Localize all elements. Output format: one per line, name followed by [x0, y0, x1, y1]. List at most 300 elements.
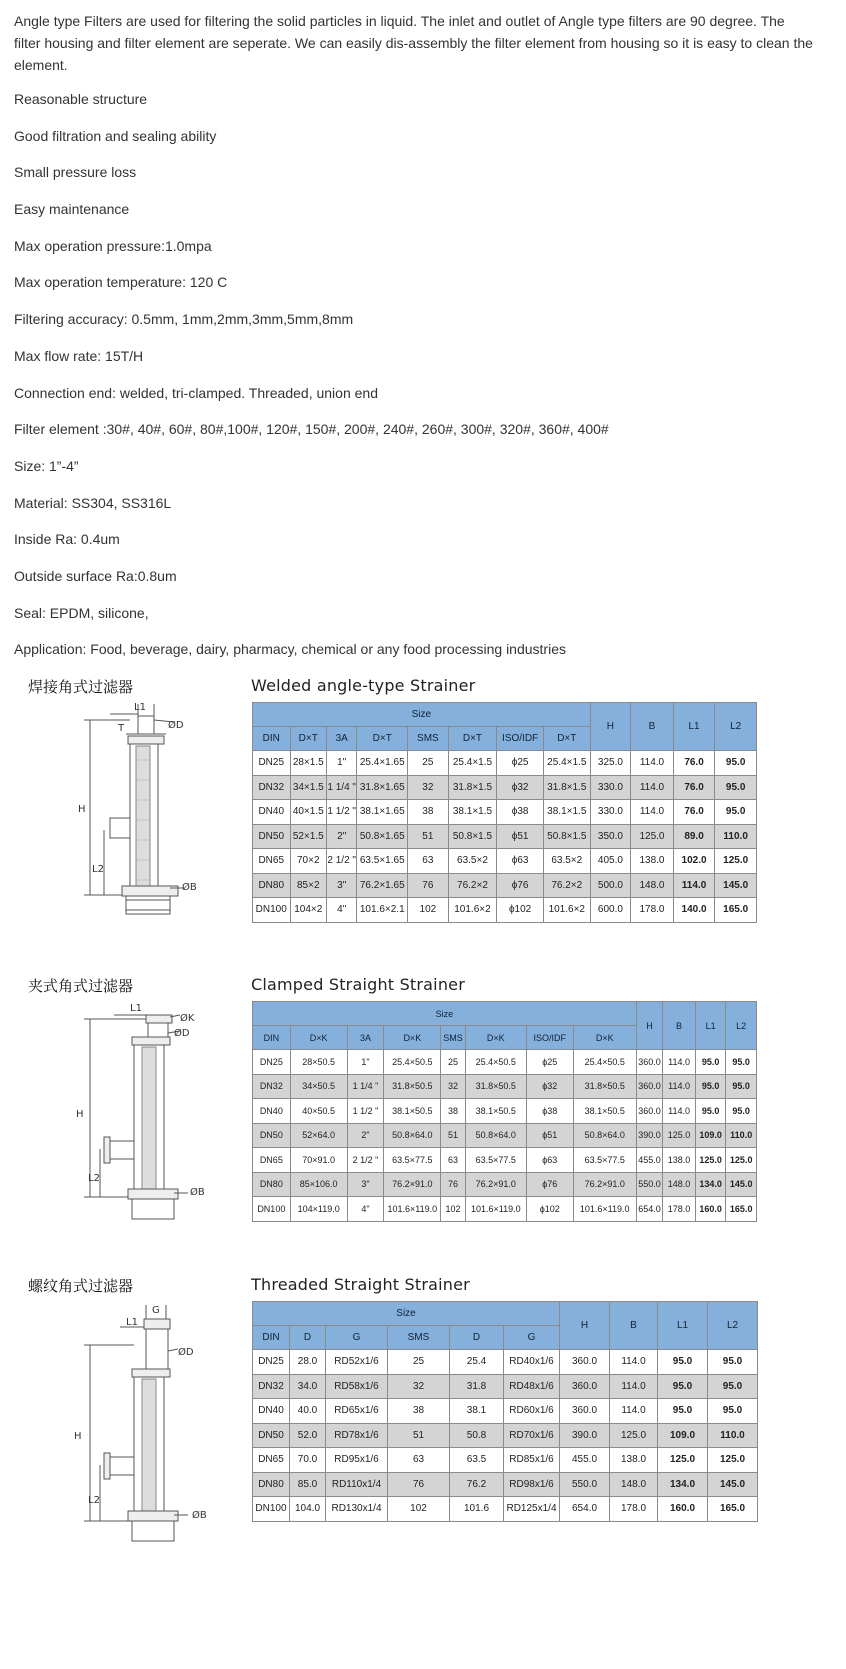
table-cell: ϕ51: [497, 824, 544, 849]
table-cell: 63.5×77.5: [573, 1148, 636, 1173]
feature-list: [14, 91, 814, 678]
welded-en-title: Welded angle-type Strainer: [251, 676, 476, 695]
table-cell: 28.0: [290, 1350, 326, 1375]
table-cell: DN80: [253, 873, 291, 898]
column-header: 3A: [347, 1026, 384, 1050]
welded-cn-title: 焊接角式过滤器: [28, 678, 134, 696]
table-cell: ϕ32: [526, 1074, 573, 1099]
feature-item: Max operation pressure:1.0mpa: [14, 237, 212, 254]
table-cell: 455.0: [636, 1148, 662, 1173]
table-cell: 63: [441, 1148, 465, 1173]
table-row: [253, 849, 757, 874]
table-row: [253, 1148, 757, 1173]
table-cell: 52×64.0: [290, 1123, 347, 1148]
clamped-h-label: H: [76, 1109, 84, 1120]
table-cell: 110.0: [708, 1423, 758, 1448]
table-row: [253, 1448, 758, 1473]
column-header: D×T: [543, 727, 590, 751]
table-cell: ϕ38: [526, 1099, 573, 1124]
welded-t-label: T: [118, 723, 125, 734]
threaded-h-label: H: [74, 1431, 82, 1442]
table-cell: 1 1/4 ": [327, 775, 357, 800]
table-cell: ϕ63: [526, 1148, 573, 1173]
table-cell: ϕ32: [497, 775, 544, 800]
table-cell: 70×91.0: [290, 1148, 347, 1173]
intro-paragraph: [14, 10, 814, 76]
table-cell: 104.0: [290, 1497, 326, 1522]
welded-section: [0, 676, 846, 936]
table-cell: 2": [347, 1123, 384, 1148]
table-row: [253, 824, 757, 849]
table-row: [253, 1197, 757, 1222]
table-cell: 50.8×1.5: [543, 824, 590, 849]
table-cell: 38.1×50.5: [384, 1099, 441, 1124]
table-cell: 125.0: [715, 849, 757, 874]
clamped-od-label: ØD: [174, 1028, 190, 1039]
table-cell: 1": [347, 1050, 384, 1075]
table-cell: 125.0: [695, 1148, 726, 1173]
table-cell: 125.0: [726, 1148, 757, 1173]
column-header: DIN: [253, 1326, 290, 1350]
table-cell: 63.5×2: [448, 849, 497, 874]
table-cell: RD98x1/6: [504, 1472, 560, 1497]
table-cell: 160.0: [658, 1497, 708, 1522]
table-cell: 360.0: [636, 1074, 662, 1099]
column-header: ISO/IDF: [526, 1026, 573, 1050]
column-header: B: [663, 1002, 696, 1050]
table-cell: 110.0: [726, 1123, 757, 1148]
table-cell: 125.0: [663, 1123, 696, 1148]
column-header: H: [560, 1302, 610, 1350]
size-header: Size: [253, 703, 591, 727]
table-cell: 125.0: [610, 1423, 658, 1448]
table-cell: 70.0: [290, 1448, 326, 1473]
table-cell: 40×1.5: [290, 800, 327, 825]
clamped-spec-table: [252, 1001, 757, 1222]
feature-item: Reasonable structure: [14, 91, 148, 107]
clamped-l1-label: L1: [130, 1003, 142, 1014]
column-header: D: [290, 1326, 326, 1350]
feature-item: Small pressure loss: [14, 164, 137, 181]
table-cell: 101.6×2.1: [357, 898, 408, 923]
table-cell: 138.0: [610, 1448, 658, 1473]
table-cell: DN100: [253, 1197, 291, 1222]
threaded-od-label: ØD: [178, 1347, 194, 1358]
table-cell: 102: [408, 898, 449, 923]
table-cell: DN65: [253, 849, 291, 874]
table-cell: RD78x1/6: [326, 1423, 388, 1448]
table-cell: 165.0: [715, 898, 757, 923]
table-cell: 95.0: [708, 1374, 758, 1399]
table-cell: 95.0: [695, 1050, 726, 1075]
table-cell: 31.8×1.5: [543, 775, 590, 800]
table-cell: 3": [347, 1172, 384, 1197]
table-cell: 85×106.0: [290, 1172, 347, 1197]
table-cell: 114.0: [610, 1374, 658, 1399]
table-cell: 28×50.5: [290, 1050, 347, 1075]
column-header: D×K: [384, 1026, 441, 1050]
table-cell: ϕ38: [497, 800, 544, 825]
table-cell: 95.0: [658, 1374, 708, 1399]
column-header: L1: [695, 1002, 726, 1050]
table-cell: 145.0: [708, 1472, 758, 1497]
threaded-strainer-diagram: [70, 1299, 220, 1549]
table-cell: 178.0: [631, 898, 674, 923]
table-cell: 1 1/2 ": [327, 800, 357, 825]
table-cell: 76.2×2: [448, 873, 497, 898]
table-cell: 405.0: [590, 849, 631, 874]
table-cell: 85×2: [290, 873, 327, 898]
table-cell: 455.0: [560, 1448, 610, 1473]
clamped-en-title: Clamped Straight Strainer: [251, 975, 465, 994]
table-cell: 654.0: [560, 1497, 610, 1522]
column-header: L2: [715, 703, 757, 751]
table-cell: 138.0: [631, 849, 674, 874]
threaded-en-title: Threaded Straight Strainer: [251, 1275, 470, 1294]
intro-text: Angle type Filters are used for filtering the solid particles in liquid. The inlet and outlet of Angle type filters are 90 degree. The filter housing and filter element are seperate. We can easily dis-assembly the filter element from housing so it is easy to clean the element.: [14, 13, 813, 73]
table-cell: 25.4×1.65: [357, 751, 408, 776]
table-row: [253, 1123, 757, 1148]
table-cell: DN32: [253, 1074, 291, 1099]
column-header: D×K: [290, 1026, 347, 1050]
clamped-ok-label: ØK: [180, 1013, 195, 1024]
table-cell: 38.1×1.65: [357, 800, 408, 825]
table-cell: DN25: [253, 751, 291, 776]
table-cell: 104×119.0: [290, 1197, 347, 1222]
column-header: D×K: [573, 1026, 636, 1050]
table-cell: 114.0: [663, 1099, 696, 1124]
table-cell: 95.0: [708, 1399, 758, 1424]
table-cell: DN40: [253, 1099, 291, 1124]
table-row: [253, 1374, 758, 1399]
size-header: Size: [253, 1302, 560, 1326]
table-cell: 114.0: [663, 1074, 696, 1099]
table-cell: 160.0: [695, 1197, 726, 1222]
threaded-spec-table: [252, 1301, 758, 1522]
table-cell: 25.4×1.5: [448, 751, 497, 776]
table-cell: ϕ102: [497, 898, 544, 923]
table-cell: 25.4×1.5: [543, 751, 590, 776]
table-cell: 76: [388, 1472, 450, 1497]
clamped-ob-label: ØB: [190, 1187, 205, 1198]
table-row: [253, 1172, 757, 1197]
table-cell: 2 1/2 ": [327, 849, 357, 874]
size-header: Size: [253, 1002, 637, 1026]
table-cell: 32: [388, 1374, 450, 1399]
table-cell: 1 1/4 ": [347, 1074, 384, 1099]
table-cell: 25.4×50.5: [573, 1050, 636, 1075]
table-cell: 31.8×1.65: [357, 775, 408, 800]
table-cell: 52×1.5: [290, 824, 327, 849]
table-cell: 25.4: [450, 1350, 504, 1375]
column-header: 3A: [327, 727, 357, 751]
clamped-section: [0, 975, 846, 1235]
table-cell: DN32: [253, 1374, 290, 1399]
table-cell: 63.5×77.5: [465, 1148, 526, 1173]
welded-ob-label: ØB: [182, 882, 197, 893]
welded-l2-label: L2: [92, 864, 104, 875]
column-header: SMS: [388, 1326, 450, 1350]
table-cell: 95.0: [658, 1399, 708, 1424]
welded-h-label: H: [78, 804, 86, 815]
table-cell: 1": [327, 751, 357, 776]
column-header: B: [631, 703, 674, 751]
table-cell: 38.1: [450, 1399, 504, 1424]
table-cell: 101.6×2: [543, 898, 590, 923]
feature-item: Application: Food, beverage, dairy, pharmacy, chemical or any food processing industries: [14, 641, 566, 658]
table-cell: 38: [388, 1399, 450, 1424]
table-cell: 165.0: [726, 1197, 757, 1222]
table-cell: 38.1×1.5: [448, 800, 497, 825]
feature-item: Easy maintenance: [14, 201, 130, 218]
table-cell: 95.0: [726, 1050, 757, 1075]
clamped-l2-label: L2: [88, 1173, 100, 1184]
table-cell: 38.1×1.5: [543, 800, 590, 825]
table-cell: 102: [388, 1497, 450, 1522]
clamped-cn-title: 夹式角式过滤器: [28, 977, 134, 995]
welded-spec-table: [252, 702, 757, 923]
table-cell: 95.0: [695, 1074, 726, 1099]
table-cell: 325.0: [590, 751, 631, 776]
table-row: [253, 1074, 757, 1099]
column-header: H: [636, 1002, 662, 1050]
table-cell: 76.2: [450, 1472, 504, 1497]
table-cell: 51: [441, 1123, 465, 1148]
table-cell: 114.0: [610, 1399, 658, 1424]
table-cell: 50.8×64.0: [465, 1123, 526, 1148]
column-header: D×K: [465, 1026, 526, 1050]
table-cell: 40×50.5: [290, 1099, 347, 1124]
table-row: [253, 775, 757, 800]
column-header: L2: [708, 1302, 758, 1350]
table-cell: DN100: [253, 1497, 290, 1522]
table-cell: 63.5×2: [543, 849, 590, 874]
table-cell: 500.0: [590, 873, 631, 898]
table-cell: ϕ102: [526, 1197, 573, 1222]
table-cell: DN25: [253, 1050, 291, 1075]
table-cell: 101.6×119.0: [573, 1197, 636, 1222]
table-cell: 350.0: [590, 824, 631, 849]
table-cell: 148.0: [631, 873, 674, 898]
table-cell: 2": [327, 824, 357, 849]
table-cell: 76: [441, 1172, 465, 1197]
table-cell: 148.0: [663, 1172, 696, 1197]
table-cell: 40.0: [290, 1399, 326, 1424]
column-header: L1: [658, 1302, 708, 1350]
table-cell: 76.0: [673, 751, 715, 776]
table-cell: 25: [388, 1350, 450, 1375]
table-row: [253, 873, 757, 898]
table-cell: ϕ25: [497, 751, 544, 776]
table-cell: 70×2: [290, 849, 327, 874]
table-cell: 114.0: [631, 775, 674, 800]
table-cell: 95.0: [726, 1074, 757, 1099]
feature-item: Size: 1”-4”: [14, 457, 79, 474]
table-cell: 550.0: [560, 1472, 610, 1497]
welded-l1-label: L1: [134, 702, 146, 713]
table-cell: 125.0: [631, 824, 674, 849]
table-cell: 330.0: [590, 800, 631, 825]
table-cell: RD70x1/6: [504, 1423, 560, 1448]
column-header: L1: [673, 703, 715, 751]
table-cell: 31.8×1.5: [448, 775, 497, 800]
table-cell: RD130x1/4: [326, 1497, 388, 1522]
table-cell: 25.4×50.5: [465, 1050, 526, 1075]
feature-item: Filtering accuracy: 0.5mm, 1mm,2mm,3mm,5mm,8mm: [14, 311, 354, 328]
table-row: [253, 1423, 758, 1448]
feature-item: Seal: EPDM, silicone,: [14, 604, 149, 621]
table-cell: 95.0: [715, 800, 757, 825]
table-cell: 50.8×1.5: [448, 824, 497, 849]
table-cell: 63: [388, 1448, 450, 1473]
table-cell: 165.0: [708, 1497, 758, 1522]
table-cell: 4": [327, 898, 357, 923]
clamped-strainer-diagram: [70, 999, 220, 1224]
table-cell: 63: [408, 849, 449, 874]
table-cell: RD48x1/6: [504, 1374, 560, 1399]
table-cell: 101.6×2: [448, 898, 497, 923]
feature-item: Max flow rate: 15T/H: [14, 347, 144, 364]
table-cell: 178.0: [610, 1497, 658, 1522]
feature-item: Max operation temperature: 120 C: [14, 274, 228, 291]
table-cell: DN25: [253, 1350, 290, 1375]
table-cell: 50.8×1.65: [357, 824, 408, 849]
table-cell: 102.0: [673, 849, 715, 874]
table-cell: 50.8×64.0: [573, 1123, 636, 1148]
table-cell: ϕ51: [526, 1123, 573, 1148]
table-cell: 360.0: [560, 1350, 610, 1375]
table-cell: 31.8: [450, 1374, 504, 1399]
table-cell: DN65: [253, 1148, 291, 1173]
table-cell: 114.0: [631, 800, 674, 825]
feature-item: Outside surface Ra:0.8um: [14, 567, 177, 584]
table-cell: 390.0: [560, 1423, 610, 1448]
feature-item: Inside Ra: 0.4um: [14, 531, 120, 548]
table-cell: DN50: [253, 1123, 291, 1148]
threaded-cn-title: 螺纹角式过滤器: [28, 1277, 134, 1295]
table-cell: 134.0: [658, 1472, 708, 1497]
table-cell: 25.4×50.5: [384, 1050, 441, 1075]
table-cell: 76: [408, 873, 449, 898]
table-cell: 31.8×50.5: [573, 1074, 636, 1099]
table-cell: 50.8×64.0: [384, 1123, 441, 1148]
table-cell: 31.8×50.5: [384, 1074, 441, 1099]
table-cell: RD65x1/6: [326, 1399, 388, 1424]
threaded-g-label: G: [152, 1305, 160, 1316]
table-cell: 654.0: [636, 1197, 662, 1222]
table-cell: 63.5×1.65: [357, 849, 408, 874]
table-cell: RD52x1/6: [326, 1350, 388, 1375]
table-row: [253, 1350, 758, 1375]
welded-od-label: ØD: [168, 720, 184, 731]
table-cell: 360.0: [636, 1050, 662, 1075]
table-cell: 63.5: [450, 1448, 504, 1473]
table-cell: 95.0: [715, 775, 757, 800]
table-cell: 110.0: [715, 824, 757, 849]
table-cell: RD125x1/4: [504, 1497, 560, 1522]
table-cell: 34×1.5: [290, 775, 327, 800]
table-cell: DN65: [253, 1448, 290, 1473]
table-cell: 25: [441, 1050, 465, 1075]
table-cell: 50.8: [450, 1423, 504, 1448]
table-cell: ϕ63: [497, 849, 544, 874]
column-header: SMS: [441, 1026, 465, 1050]
column-header: DIN: [253, 727, 291, 751]
table-cell: 76.2×91.0: [465, 1172, 526, 1197]
table-cell: 101.6: [450, 1497, 504, 1522]
table-cell: 178.0: [663, 1197, 696, 1222]
table-cell: 25: [408, 751, 449, 776]
table-cell: 330.0: [590, 775, 631, 800]
table-row: [253, 1497, 758, 1522]
table-cell: 125.0: [658, 1448, 708, 1473]
table-cell: 76.0: [673, 800, 715, 825]
threaded-ob-label: ØB: [192, 1510, 207, 1521]
table-cell: 138.0: [663, 1148, 696, 1173]
table-cell: 360.0: [636, 1099, 662, 1124]
table-cell: 28×1.5: [290, 751, 327, 776]
table-cell: RD40x1/6: [504, 1350, 560, 1375]
table-cell: 76.0: [673, 775, 715, 800]
table-cell: 148.0: [610, 1472, 658, 1497]
table-cell: RD60x1/6: [504, 1399, 560, 1424]
feature-item: Filter element :30#, 40#, 60#, 80#,100#, 120#, 150#, 200#, 240#, 260#, 300#, 320#, 360#, 400#: [14, 421, 609, 438]
column-header: B: [610, 1302, 658, 1350]
table-row: [253, 800, 757, 825]
table-cell: 104×2: [290, 898, 327, 923]
threaded-section: [0, 1275, 846, 1555]
table-cell: 134.0: [695, 1172, 726, 1197]
table-cell: 550.0: [636, 1172, 662, 1197]
table-cell: 114.0: [663, 1050, 696, 1075]
table-cell: 95.0: [726, 1099, 757, 1124]
column-header: G: [504, 1326, 560, 1350]
table-cell: 34.0: [290, 1374, 326, 1399]
table-cell: 85.0: [290, 1472, 326, 1497]
table-cell: 95.0: [715, 751, 757, 776]
table-cell: 145.0: [726, 1172, 757, 1197]
table-cell: 109.0: [658, 1423, 708, 1448]
table-cell: 38: [441, 1099, 465, 1124]
table-row: [253, 1399, 758, 1424]
table-cell: RD85x1/6: [504, 1448, 560, 1473]
table-cell: 390.0: [636, 1123, 662, 1148]
table-cell: DN40: [253, 800, 291, 825]
table-cell: 101.6×119.0: [465, 1197, 526, 1222]
column-header: DIN: [253, 1026, 291, 1050]
threaded-l1-label: L1: [126, 1317, 138, 1328]
table-cell: 76.2×2: [543, 873, 590, 898]
table-row: [253, 1099, 757, 1124]
table-cell: 89.0: [673, 824, 715, 849]
table-cell: ϕ25: [526, 1050, 573, 1075]
table-cell: DN100: [253, 898, 291, 923]
table-cell: ϕ76: [497, 873, 544, 898]
table-cell: 145.0: [715, 873, 757, 898]
table-row: [253, 751, 757, 776]
column-header: SMS: [408, 727, 449, 751]
table-cell: 31.8×50.5: [465, 1074, 526, 1099]
table-cell: DN80: [253, 1472, 290, 1497]
table-cell: 3": [327, 873, 357, 898]
table-cell: 34×50.5: [290, 1074, 347, 1099]
table-cell: 95.0: [695, 1099, 726, 1124]
table-row: [253, 898, 757, 923]
table-cell: DN50: [253, 824, 291, 849]
table-cell: RD58x1/6: [326, 1374, 388, 1399]
table-cell: 95.0: [708, 1350, 758, 1375]
column-header: L2: [726, 1002, 757, 1050]
